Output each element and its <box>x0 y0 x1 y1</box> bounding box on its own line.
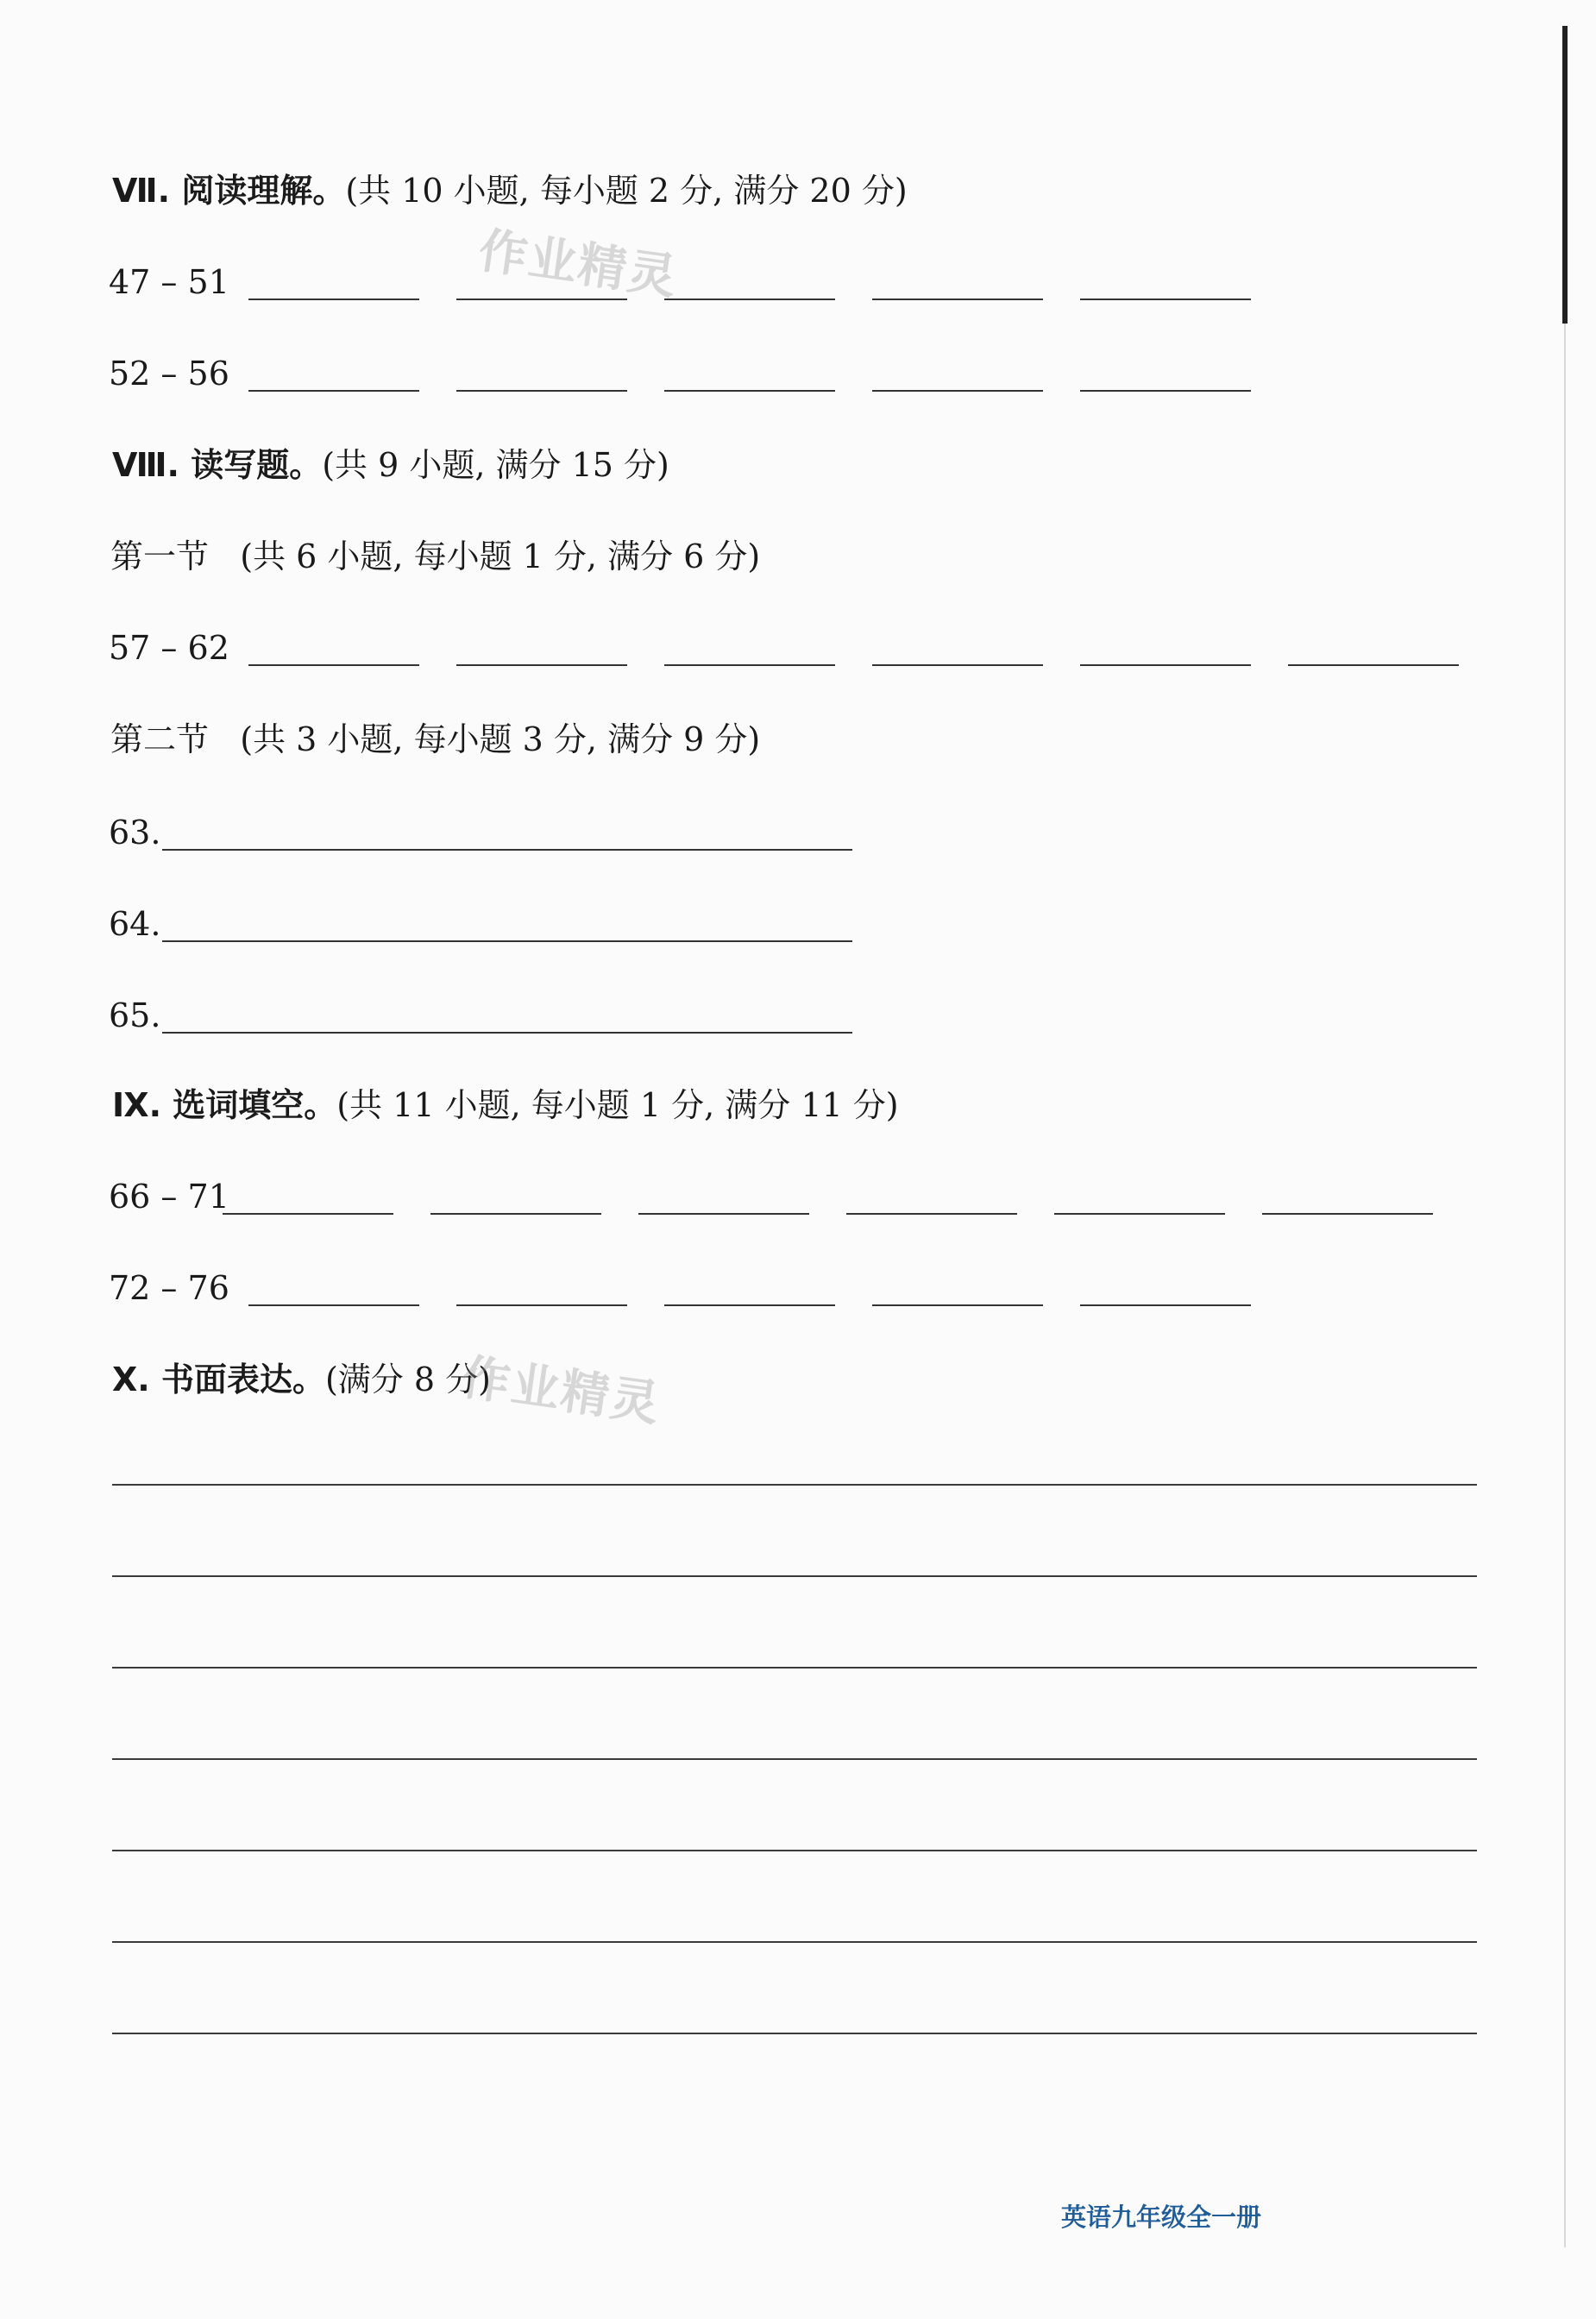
blank-70[interactable] <box>1054 1213 1225 1215</box>
writing-line-2[interactable] <box>112 1575 1477 1577</box>
blank-52[interactable] <box>248 390 419 392</box>
answer-row-47-51 <box>109 261 1299 304</box>
range-label: 72 – 76 <box>109 1269 229 1307</box>
answer-row-72-76 <box>109 1266 1299 1310</box>
part-2-label: 第二节 <box>110 720 210 758</box>
blank-54[interactable] <box>664 390 835 392</box>
writing-line-4[interactable] <box>112 1758 1477 1760</box>
blank-68[interactable] <box>638 1213 809 1215</box>
page-edge-shadow <box>1564 324 1566 2247</box>
blank-56[interactable] <box>1080 390 1251 392</box>
watermark-top: 作业精灵 <box>474 223 682 306</box>
blank-50[interactable] <box>872 299 1043 300</box>
blank-55[interactable] <box>872 390 1043 392</box>
blank-49[interactable] <box>664 299 835 300</box>
section-7-heading <box>112 169 908 212</box>
section-10-note: (满分 8 分) <box>324 1361 491 1398</box>
blank-72[interactable] <box>248 1304 419 1306</box>
answer-line-63[interactable] <box>162 849 852 851</box>
question-64 <box>109 902 868 946</box>
blank-76[interactable] <box>1080 1304 1251 1306</box>
blank-69[interactable] <box>846 1213 1017 1215</box>
section-8-note: (共 9 小题, 满分 15 分) <box>322 446 669 484</box>
section-7-note: (共 10 小题, 每小题 2 分, 满分 20 分) <box>345 172 908 210</box>
part-1-label: 第一节 <box>110 537 210 575</box>
blank-61[interactable] <box>1080 664 1251 666</box>
section-8-part-1-heading <box>110 535 760 578</box>
blank-66[interactable] <box>223 1213 393 1215</box>
footer-book-title: 英语九年级全一册 <box>1061 2203 1262 2232</box>
answer-line-65[interactable] <box>162 1032 852 1034</box>
blank-75[interactable] <box>872 1304 1043 1306</box>
section-9-label: Ⅸ. 选词填空。 <box>112 1086 337 1124</box>
blank-51[interactable] <box>1080 299 1251 300</box>
part-2-note: (共 3 小题, 每小题 3 分, 满分 9 分) <box>240 720 761 758</box>
blank-47[interactable] <box>248 299 419 300</box>
section-10-label: Ⅹ. 书面表达。 <box>112 1361 325 1398</box>
range-label: 66 – 71 <box>109 1178 229 1216</box>
writing-line-7[interactable] <box>112 2033 1477 2034</box>
section-8-heading <box>112 443 669 487</box>
section-7-label: Ⅶ. 阅读理解。 <box>112 172 346 210</box>
part-1-note: (共 6 小题, 每小题 1 分, 满分 6 分) <box>240 537 761 575</box>
blank-57[interactable] <box>248 664 419 666</box>
answer-line-64[interactable] <box>162 940 852 942</box>
question-number: 63. <box>109 814 161 852</box>
range-label: 57 – 62 <box>109 629 229 667</box>
blank-48[interactable] <box>456 299 627 300</box>
section-9-heading <box>112 1084 899 1127</box>
writing-line-1[interactable] <box>112 1484 1477 1486</box>
range-label: 47 – 51 <box>109 263 229 301</box>
writing-line-3[interactable] <box>112 1667 1477 1669</box>
blank-59[interactable] <box>664 664 835 666</box>
section-10-heading <box>112 1358 491 1401</box>
section-8-label: Ⅷ. 读写题。 <box>112 446 323 484</box>
writing-line-5[interactable] <box>112 1850 1477 1851</box>
blank-53[interactable] <box>456 390 627 392</box>
page-edge-mark <box>1562 26 1568 324</box>
watermark-bottom: 作业精灵 <box>457 1349 664 1433</box>
blank-58[interactable] <box>456 664 627 666</box>
writing-line-6[interactable] <box>112 1941 1477 1943</box>
question-number: 64. <box>109 905 161 943</box>
blank-71[interactable] <box>1262 1213 1433 1215</box>
section-8-part-2-heading <box>110 718 760 761</box>
answer-row-57-62 <box>109 626 1489 669</box>
blank-60[interactable] <box>872 664 1043 666</box>
question-65 <box>109 994 868 1037</box>
blank-62[interactable] <box>1288 664 1459 666</box>
range-label: 52 – 56 <box>109 355 229 393</box>
answer-row-66-71 <box>109 1175 1489 1218</box>
blank-73[interactable] <box>456 1304 627 1306</box>
question-number: 65. <box>109 996 161 1034</box>
section-9-note: (共 11 小题, 每小题 1 分, 满分 11 分) <box>336 1086 899 1124</box>
blank-67[interactable] <box>430 1213 601 1215</box>
question-63 <box>109 811 868 854</box>
answer-row-52-56 <box>109 352 1299 395</box>
blank-74[interactable] <box>664 1304 835 1306</box>
